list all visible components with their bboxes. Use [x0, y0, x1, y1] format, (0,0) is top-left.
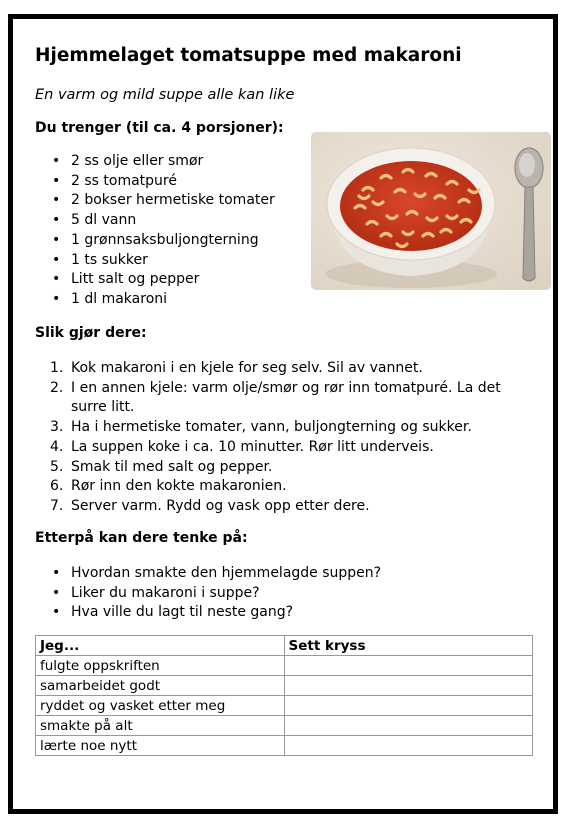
spoon-handle: [523, 187, 535, 281]
table-cell-statement: ryddet og vasket etter meg: [36, 696, 285, 716]
bullet: •: [52, 584, 61, 601]
reflection-item: [35, 584, 381, 604]
table-row: [36, 676, 533, 696]
bullet: •: [52, 271, 61, 288]
table-row: [36, 736, 533, 756]
step-text: Rør inn den kokte makaronien.: [71, 478, 287, 495]
step-number: 7.: [50, 497, 64, 514]
step-text: La suppen koke i ca. 10 minutter. Rør litt underveis.: [71, 438, 434, 455]
steps-list: [35, 359, 535, 517]
column-header-jeg: Jeg...: [36, 636, 285, 656]
reflection-item: [35, 603, 381, 623]
step-text: Smak til med salt og pepper.: [71, 458, 273, 475]
ingredient-text: 1 grønnsaksbuljongterning: [71, 231, 259, 248]
step-number: 6.: [50, 478, 64, 495]
ingredient-text: 2 ss olje eller smør: [71, 153, 204, 169]
step-item: [35, 379, 535, 418]
ingredient-item: [35, 290, 275, 310]
step-number: 1.: [50, 360, 64, 376]
step-item: [35, 438, 535, 458]
reflection-item: [35, 564, 381, 584]
table-cell-checkbox[interactable]: [284, 716, 533, 736]
step-item: [35, 418, 535, 438]
reflection-text: Hva ville du lagt til neste gang?: [71, 604, 294, 621]
ingredients-heading: Du trenger (til ca. 4 porsjoner):: [35, 120, 284, 136]
bullet: •: [52, 290, 61, 307]
reflection-heading: Etterpå kan dere tenke på:: [35, 530, 248, 546]
bullet: •: [52, 212, 61, 229]
ingredient-text: 1 ts sukker: [71, 251, 148, 268]
ingredient-item: [35, 251, 275, 271]
self-assessment-table: [35, 635, 533, 756]
ingredient-item: [35, 231, 275, 251]
ingredient-item: [35, 172, 275, 192]
table-cell-statement: samarbeidet godt: [36, 676, 285, 696]
table-row: [36, 716, 533, 736]
step-item: [35, 458, 535, 478]
ingredient-item: [35, 152, 275, 172]
table-cell-statement: lærte noe nytt: [36, 736, 285, 756]
table-row: [36, 696, 533, 716]
ingredient-text: 1 dl makaroni: [71, 290, 168, 307]
page-frame: [8, 14, 558, 814]
table-cell-checkbox[interactable]: [284, 696, 533, 716]
bullet: •: [52, 172, 61, 189]
table-cell-statement: smakte på alt: [36, 716, 285, 736]
spoon-highlight: [519, 153, 535, 177]
step-text: Ha i hermetiske tomater, vann, buljongterning og sukker.: [71, 419, 472, 436]
bullet: •: [52, 192, 61, 209]
soup-photo: [311, 132, 551, 290]
recipe-subtitle: En varm og mild suppe alle kan like: [35, 87, 295, 103]
table-header-row: [36, 636, 533, 656]
ingredient-item: [35, 270, 275, 290]
table-cell-checkbox[interactable]: [284, 656, 533, 676]
bullet: •: [52, 604, 61, 621]
ingredient-text: 2 ss tomatpuré: [71, 172, 177, 189]
soup-bowl-illustration: [311, 132, 551, 290]
reflection-text: Hvordan smakte den hjemmelagde suppen?: [71, 565, 382, 581]
step-item: [35, 359, 535, 379]
step-item: [35, 477, 535, 497]
steps-heading: Slik gjør dere:: [35, 325, 147, 341]
bullet: •: [52, 251, 61, 268]
step-number: 5.: [50, 458, 64, 475]
table-cell-statement: fulgte oppskriften: [36, 656, 285, 676]
ingredient-text: Litt salt og pepper: [71, 271, 200, 288]
ingredient-text: 2 bokser hermetiske tomater: [71, 192, 275, 209]
bullet: •: [52, 565, 61, 581]
ingredient-text: 5 dl vann: [71, 212, 137, 229]
bullet: •: [52, 153, 61, 169]
step-number: 2.: [50, 379, 64, 396]
step-text: Server varm. Rydd og vask opp etter dere.: [71, 497, 370, 514]
bullet: •: [52, 231, 61, 248]
column-header-sett-kryss: Sett kryss: [284, 636, 533, 656]
ingredient-item: [35, 211, 275, 231]
table-row: [36, 656, 533, 676]
step-number: 4.: [50, 438, 64, 455]
reflection-text: Liker du makaroni i suppe?: [71, 584, 260, 601]
recipe-title: Hjemmelaget tomatsuppe med makaroni: [35, 45, 462, 66]
ingredient-item: [35, 191, 275, 211]
table-cell-checkbox[interactable]: [284, 736, 533, 756]
reflection-list: [35, 564, 381, 623]
step-number: 3.: [50, 419, 64, 436]
step-item: [35, 497, 535, 517]
ingredients-list: [35, 152, 275, 310]
step-text: I en annen kjele: varm olje/smør og rør inn tomatpuré. La det surre litt.: [71, 379, 501, 416]
table-cell-checkbox[interactable]: [284, 676, 533, 696]
step-text: Kok makaroni i en kjele for seg selv. Sil av vannet.: [71, 360, 423, 376]
